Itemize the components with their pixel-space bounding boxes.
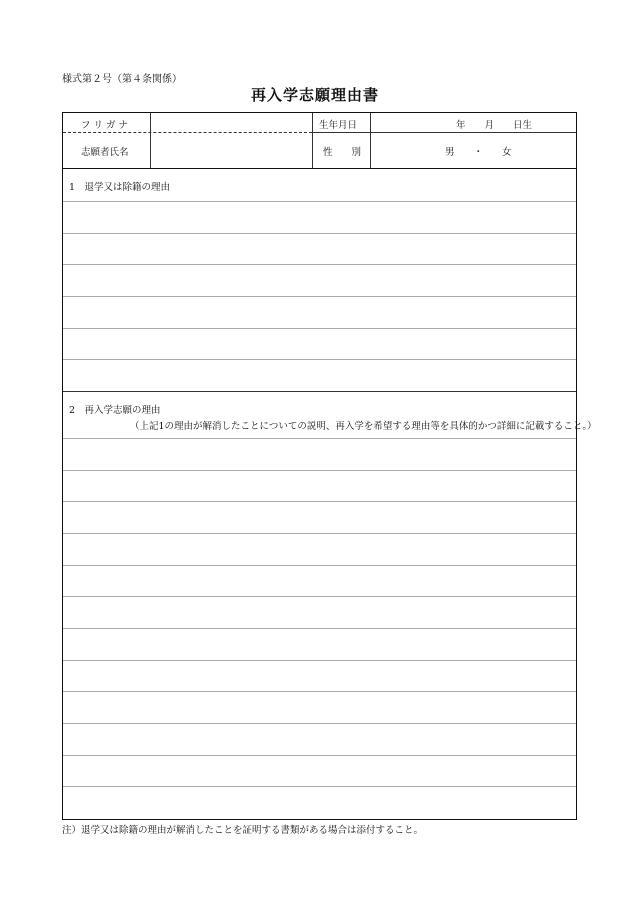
writing-line: [63, 296, 576, 297]
writing-line: [63, 328, 576, 329]
writing-line: [63, 660, 576, 661]
form-code: 様式第２号（第４条関係）: [62, 74, 182, 85]
right-label-divider: [370, 113, 371, 168]
label-divider: [150, 113, 151, 168]
gender-label: 性 別: [323, 147, 362, 158]
writing-line: [63, 233, 576, 234]
applicant-info-header: [63, 113, 576, 169]
application-form: [62, 112, 597, 820]
writing-line: [63, 723, 576, 724]
writing-line: [63, 533, 576, 534]
section-2-header: [63, 391, 597, 438]
page-title: 再入学志願理由書: [250, 86, 379, 104]
writing-line: [63, 470, 576, 471]
birth-date-field[interactable]: 年 月 日生: [456, 120, 533, 131]
writing-line: [63, 565, 576, 566]
writing-line: [63, 359, 576, 360]
middle-divider: [312, 113, 313, 168]
section-1-header: [63, 169, 576, 201]
furigana-divider: [63, 132, 312, 133]
section-2-label: 2 再入学志願の理由: [69, 405, 161, 416]
header-divider: [312, 132, 576, 133]
furigana-field[interactable]: [155, 115, 307, 131]
section-1-label: 1 退学又は除籍の理由: [69, 182, 171, 193]
writing-line: [63, 264, 576, 265]
writing-line: [63, 438, 576, 439]
writing-line: [63, 786, 576, 787]
writing-line: [63, 628, 576, 629]
birth-date-label: 生年月日: [319, 120, 358, 131]
gender-field[interactable]: 男 ・ 女: [445, 147, 512, 158]
section-2-note: （上記1の理由が解消したことについての説明、再入学を希望する理由等を具体的かつ詳細に記載すること。）: [130, 421, 597, 432]
writing-line: [63, 201, 576, 202]
writing-line: [63, 691, 576, 692]
footnote: 注）退学又は除籍の理由が解消したことを証明する書類がある場合は添付すること。: [62, 825, 424, 836]
writing-line: [63, 755, 576, 756]
furigana-label: フ リ ガ ナ: [81, 120, 129, 131]
applicant-name-label: 志願者氏名: [81, 147, 129, 158]
applicant-name-field[interactable]: [155, 135, 307, 165]
writing-line: [63, 596, 576, 597]
writing-line: [63, 501, 576, 502]
